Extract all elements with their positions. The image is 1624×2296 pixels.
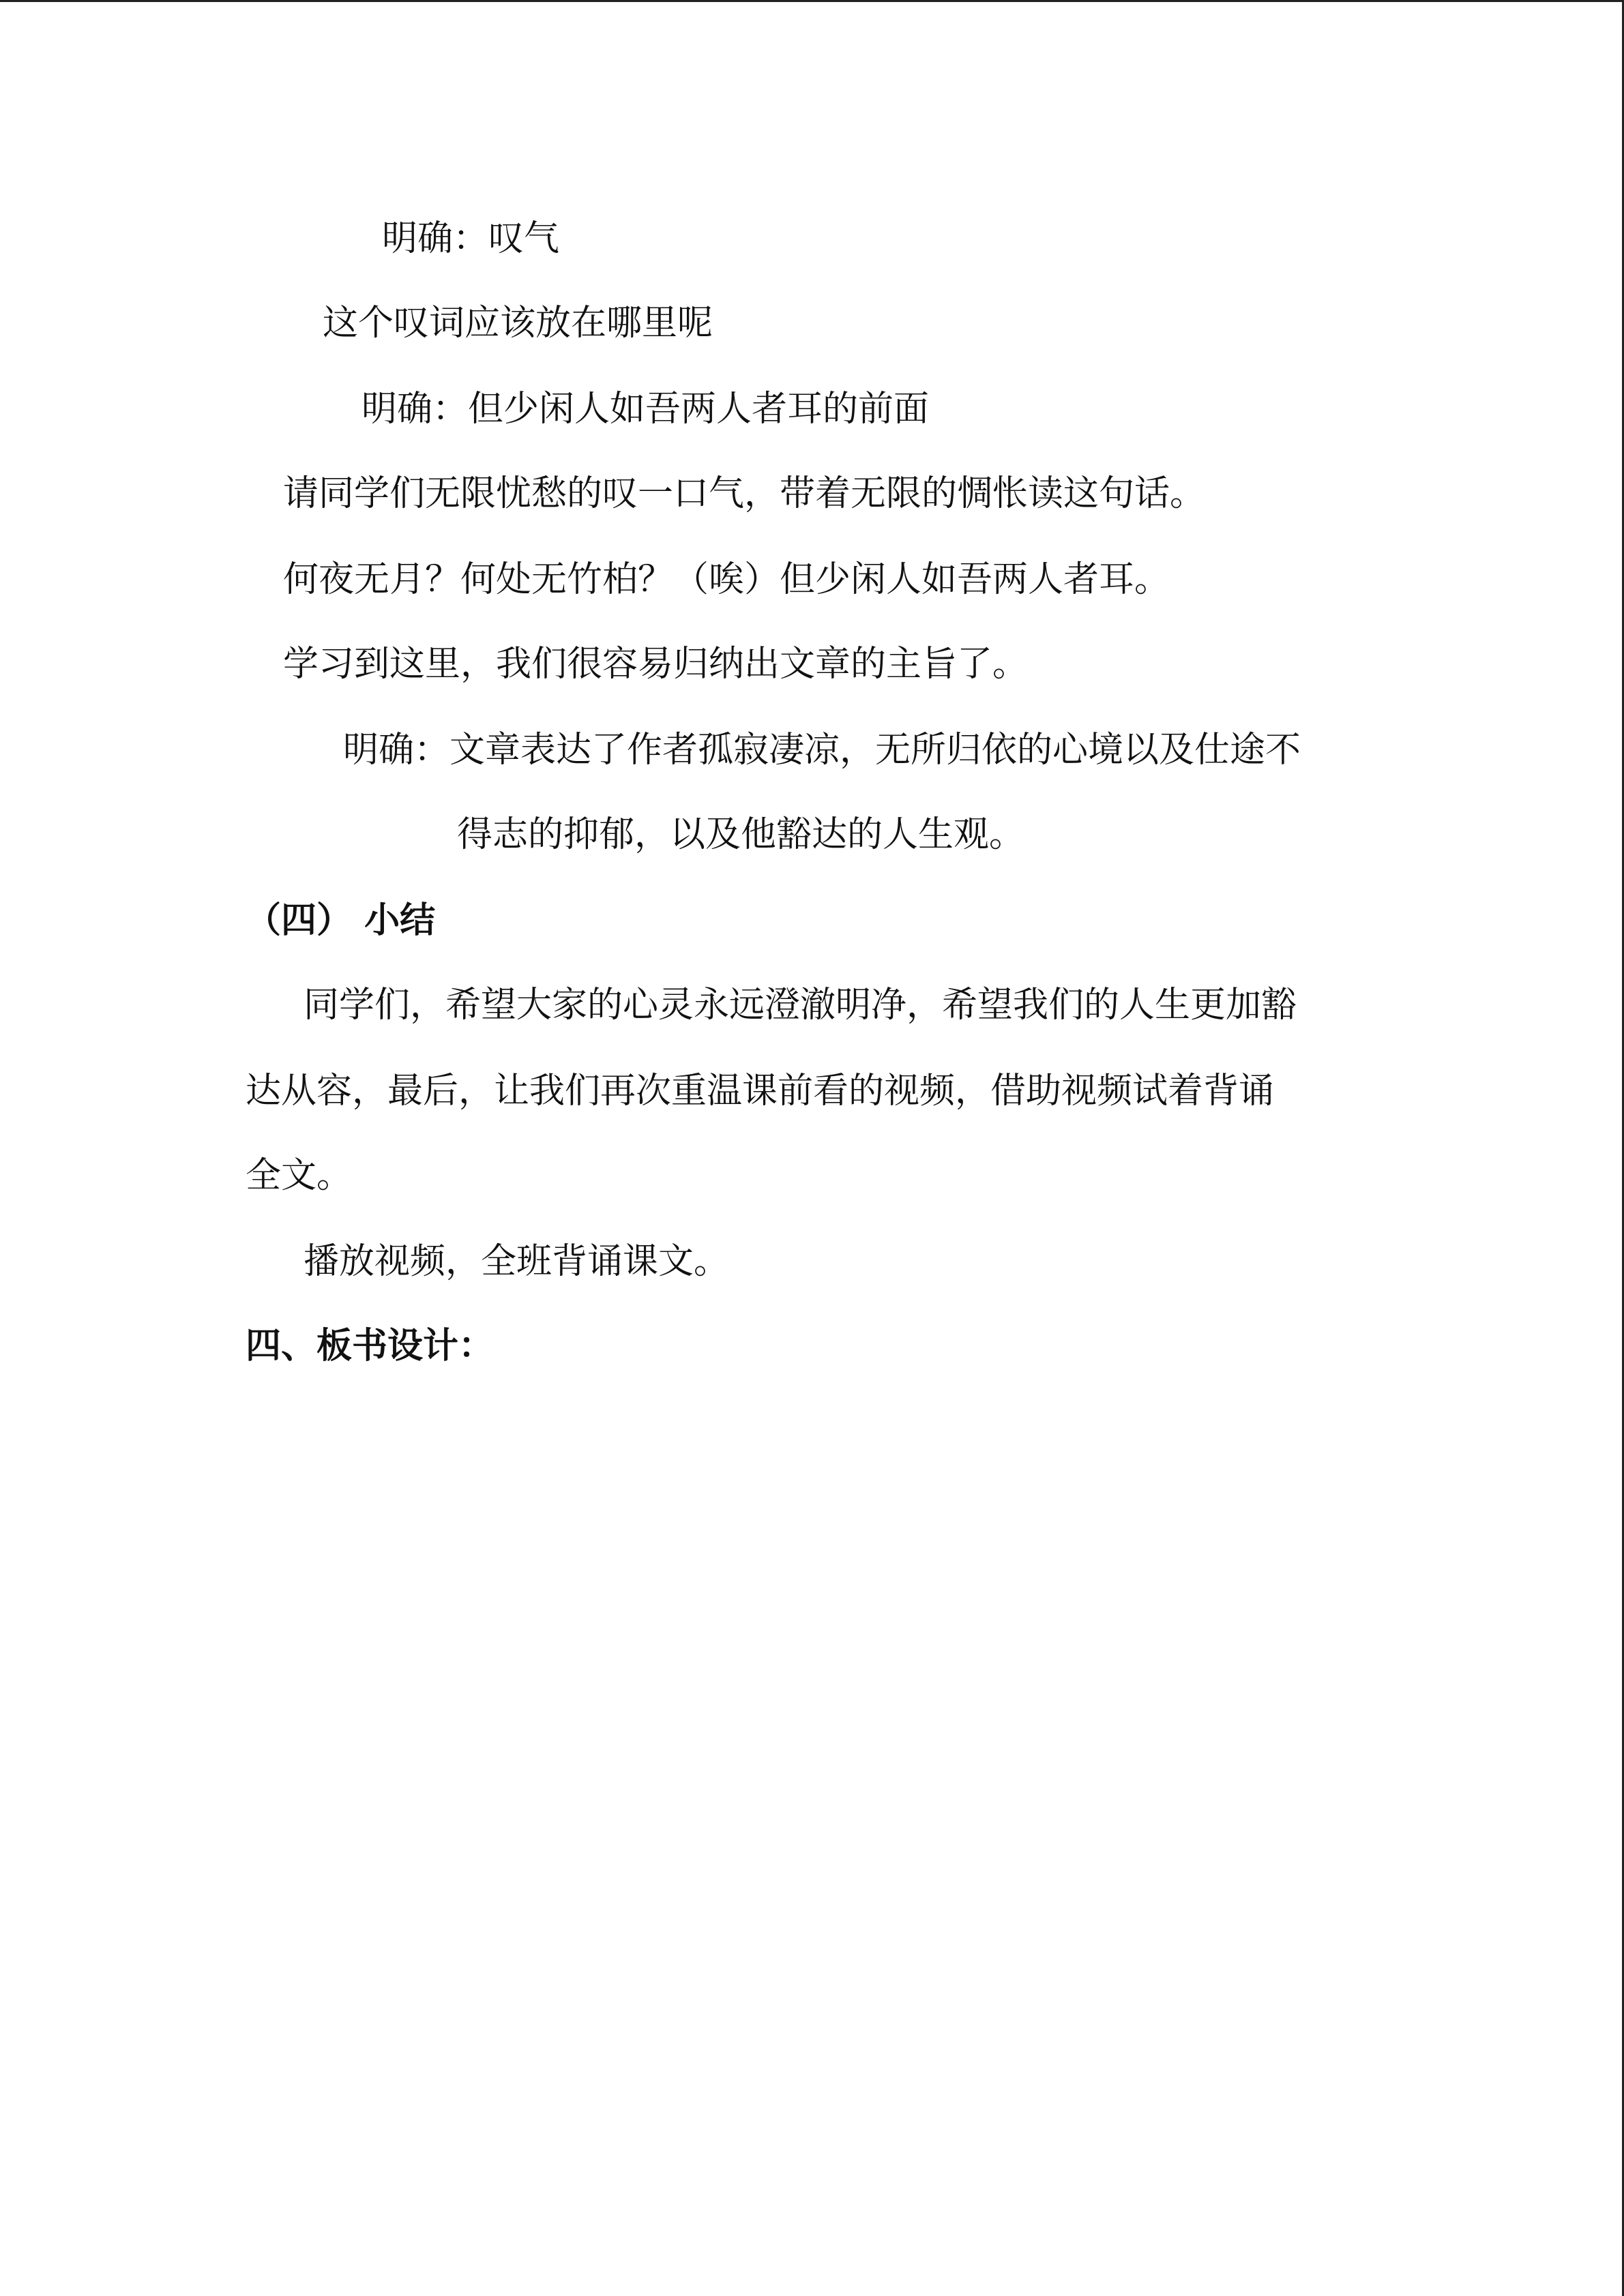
page-border-top	[0, 0, 1624, 2]
play-video-instruction: 播放视频，全班背诵课文。	[304, 1241, 730, 1282]
closing-paragraph-line1: 同学们，希望大家的心灵永远澄澈明净，希望我们的人生更加豁	[304, 985, 1297, 1026]
section-heading-board-design: 四、板书设计：	[246, 1325, 494, 1367]
answer-theme-line1: 明确：文章表达了作者孤寂凄凉，无所归依的心境以及仕途不	[343, 730, 1301, 771]
answer-theme-line2: 得志的抑郁，以及他豁达的人生观。	[457, 814, 1025, 855]
closing-paragraph-line3: 全文。	[246, 1155, 353, 1196]
answer-position: 明确：但少闲人如吾两人者耳的前面	[361, 389, 930, 430]
summary-intro: 学习到这里，我们很容易归纳出文章的主旨了。	[283, 644, 1029, 685]
closing-paragraph-line2: 达从容，最后，让我们再次重温课前看的视频，借助视频试着背诵	[246, 1071, 1275, 1112]
quote-line: 何夜无月？何处无竹柏？（唉）但少闲人如吾两人者耳。	[283, 559, 1170, 600]
instruction-read: 请同学们无限忧愁的叹一口气，带着无限的惆怅读这句话。	[283, 473, 1206, 514]
section-heading-summary: （四） 小结	[246, 899, 436, 941]
answer-sigh: 明确：叹气	[382, 218, 560, 259]
question-where: 这个叹词应该放在哪里呢	[323, 303, 713, 344]
